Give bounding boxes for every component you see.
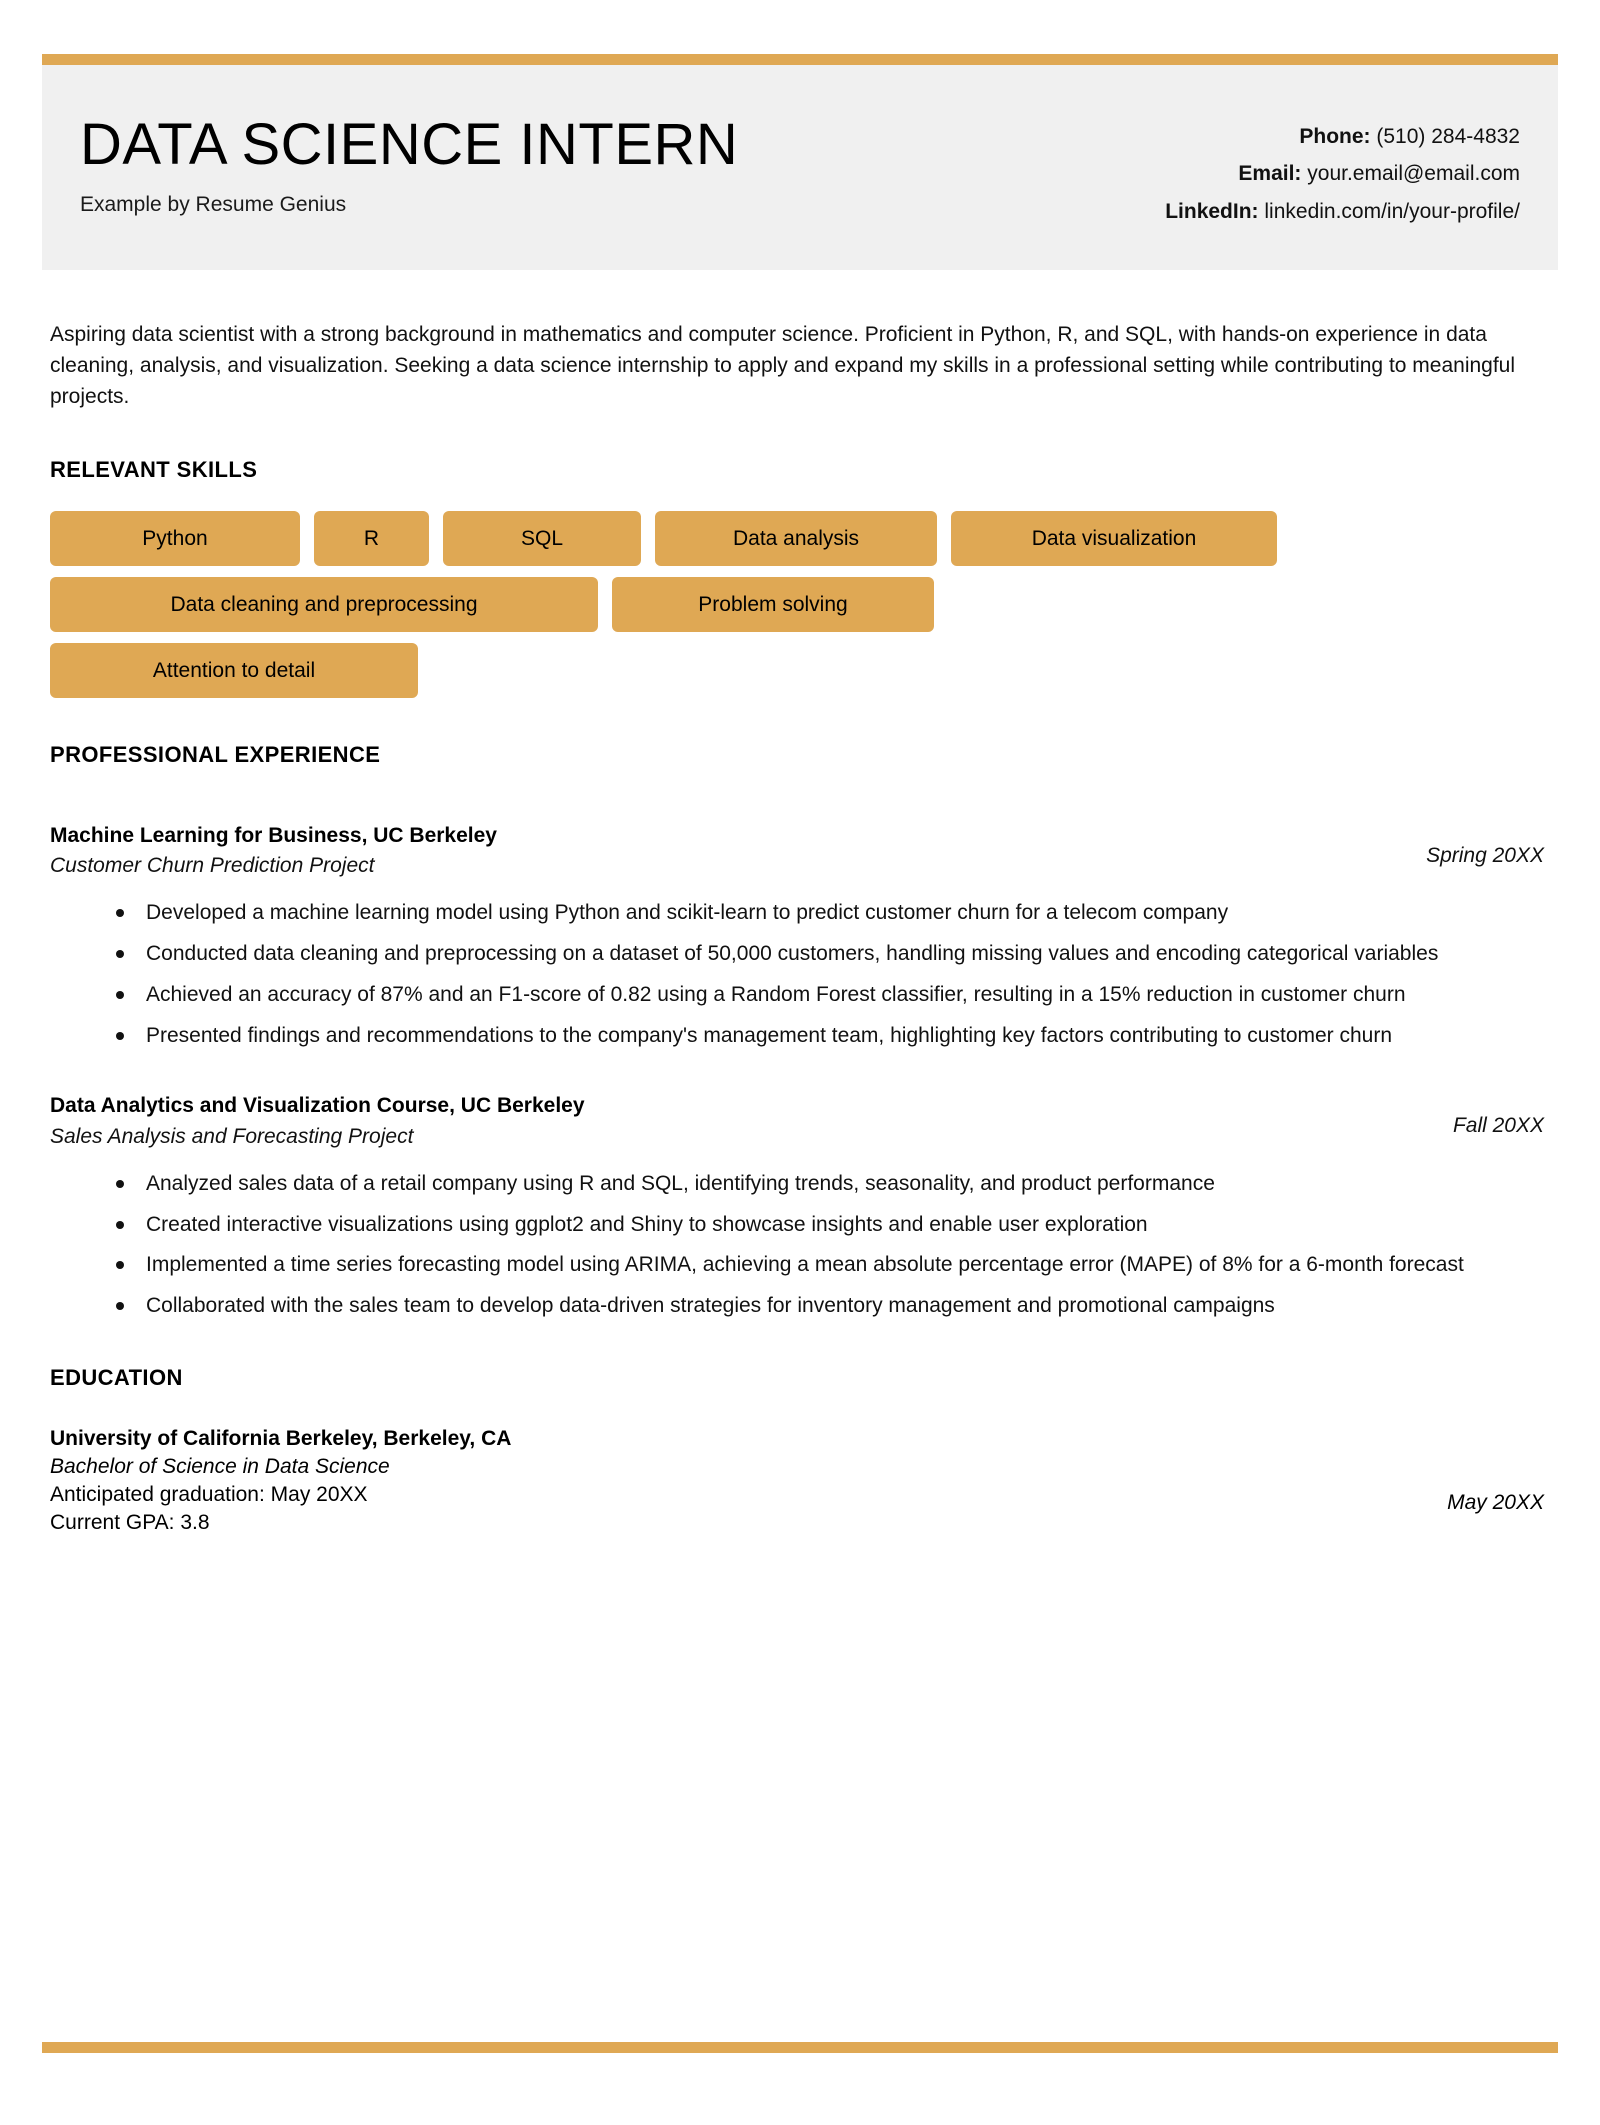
contact-email-value[interactable]: your.email@email.com <box>1301 162 1520 186</box>
contact-phone <box>1165 118 1520 155</box>
education-school: University of California Berkeley, Berkeley, CA <box>50 1427 512 1451</box>
header-byline: Example by Resume Genius <box>80 193 347 217</box>
experience-bullets <box>50 1169 1558 1321</box>
skill-chip: Data visualization <box>951 511 1277 566</box>
experience-entry-titles <box>50 1092 585 1150</box>
section-heading-experience: PROFESSIONAL EXPERIENCE <box>50 741 381 767</box>
skills-list <box>50 511 1315 698</box>
experience-subtitle: Customer Churn Prediction Project <box>50 854 375 878</box>
skill-chip: R <box>314 511 429 566</box>
resume-header <box>42 65 1558 270</box>
experience-bullet: Developed a machine learning model using Python and scikit-learn to predict customer churn for a telecom company <box>112 898 1544 928</box>
experience-entry <box>42 1092 1558 1321</box>
experience-bullet: Analyzed sales data of a retail company using R and SQL, identifying trends, seasonality, and product performance <box>112 1169 1544 1199</box>
experience-date: Fall 20XX <box>1452 1114 1544 1138</box>
contact-email <box>1165 155 1520 192</box>
education-details <box>50 1425 511 1538</box>
experience-bullet: Presented findings and recommendations to the company's management team, highlighting key factors contributing to customer churn <box>112 1021 1544 1051</box>
skill-chip: Attention to detail <box>50 643 418 698</box>
contact-email-label: Email: <box>1238 162 1302 186</box>
experience-bullets <box>50 898 1558 1050</box>
experience-date: Spring 20XX <box>1426 843 1544 867</box>
professional-summary: Aspiring data scientist with a strong background in mathematics and computer science. Proficient in Python, R, and SQL, with hands-on experience in data cleaning, analysis, and visualization. Seeking a data science internship to apply and expand my skills in a professional setting while contributing to meaningful projects. <box>50 323 1516 408</box>
contact-phone-value: (510) 284-4832 <box>1370 125 1520 148</box>
education-degree: Bachelor of Science in Data Science <box>50 1455 390 1479</box>
skill-chip: Python <box>50 511 300 566</box>
experience-title: Data Analytics and Visualization Course, UC Berkeley <box>50 1094 585 1118</box>
experience-bullet: Collaborated with the sales team to develop data-driven strategies for inventory management and promotional campaigns <box>112 1291 1544 1321</box>
skill-chip: SQL <box>443 511 641 566</box>
experience-entry-titles <box>50 822 497 880</box>
header-left <box>80 110 738 217</box>
education-entry <box>42 1425 1558 1538</box>
contact-linkedin <box>1165 193 1520 230</box>
experience-bullet: Achieved an accuracy of 87% and an F1-score of 0.82 using a Random Forest classifier, resulting in a 15% reduction in customer churn <box>112 980 1544 1010</box>
section-heading-education: EDUCATION <box>50 1365 183 1391</box>
education-gpa: Current GPA: 3.8 <box>50 1511 210 1535</box>
experience-entry-header <box>50 822 1558 880</box>
experience-entry <box>42 822 1558 1051</box>
skill-chip: Data cleaning and preprocessing <box>50 577 598 632</box>
section-heading-skills: RELEVANT SKILLS <box>50 456 258 482</box>
resume-page <box>0 54 1600 2125</box>
experience-entry-header <box>50 1092 1558 1150</box>
page-title: DATA SCIENCE INTERN <box>80 112 739 177</box>
contact-linkedin-value[interactable]: linkedin.com/in/your-profile/ <box>1258 199 1520 223</box>
experience-bullet: Conducted data cleaning and preprocessing on a dataset of 50,000 customers, handling missing values and encoding categorical variables <box>112 939 1544 969</box>
experience-bullet: Created interactive visualizations using ggplot2 and Shiny to showcase insights and enable user exploration <box>112 1210 1544 1240</box>
experience-subtitle: Sales Analysis and Forecasting Project <box>50 1125 414 1149</box>
education-date: May 20XX <box>1447 1491 1544 1515</box>
contact-block <box>1165 110 1520 230</box>
education-graduation: Anticipated graduation: May 20XX <box>50 1483 368 1507</box>
skill-chip: Problem solving <box>612 577 934 632</box>
experience-bullet: Implemented a time series forecasting model using ARIMA, achieving a mean absolute percentage error (MAPE) of 8% for a 6-month forecast <box>112 1250 1544 1280</box>
top-accent-bar <box>42 54 1558 65</box>
skill-chip: Data analysis <box>655 511 937 566</box>
bottom-accent-bar <box>42 2042 1558 2053</box>
experience-title: Machine Learning for Business, UC Berkeley <box>50 823 497 847</box>
contact-linkedin-label: LinkedIn: <box>1165 199 1259 223</box>
contact-phone-label: Phone: <box>1299 125 1371 148</box>
